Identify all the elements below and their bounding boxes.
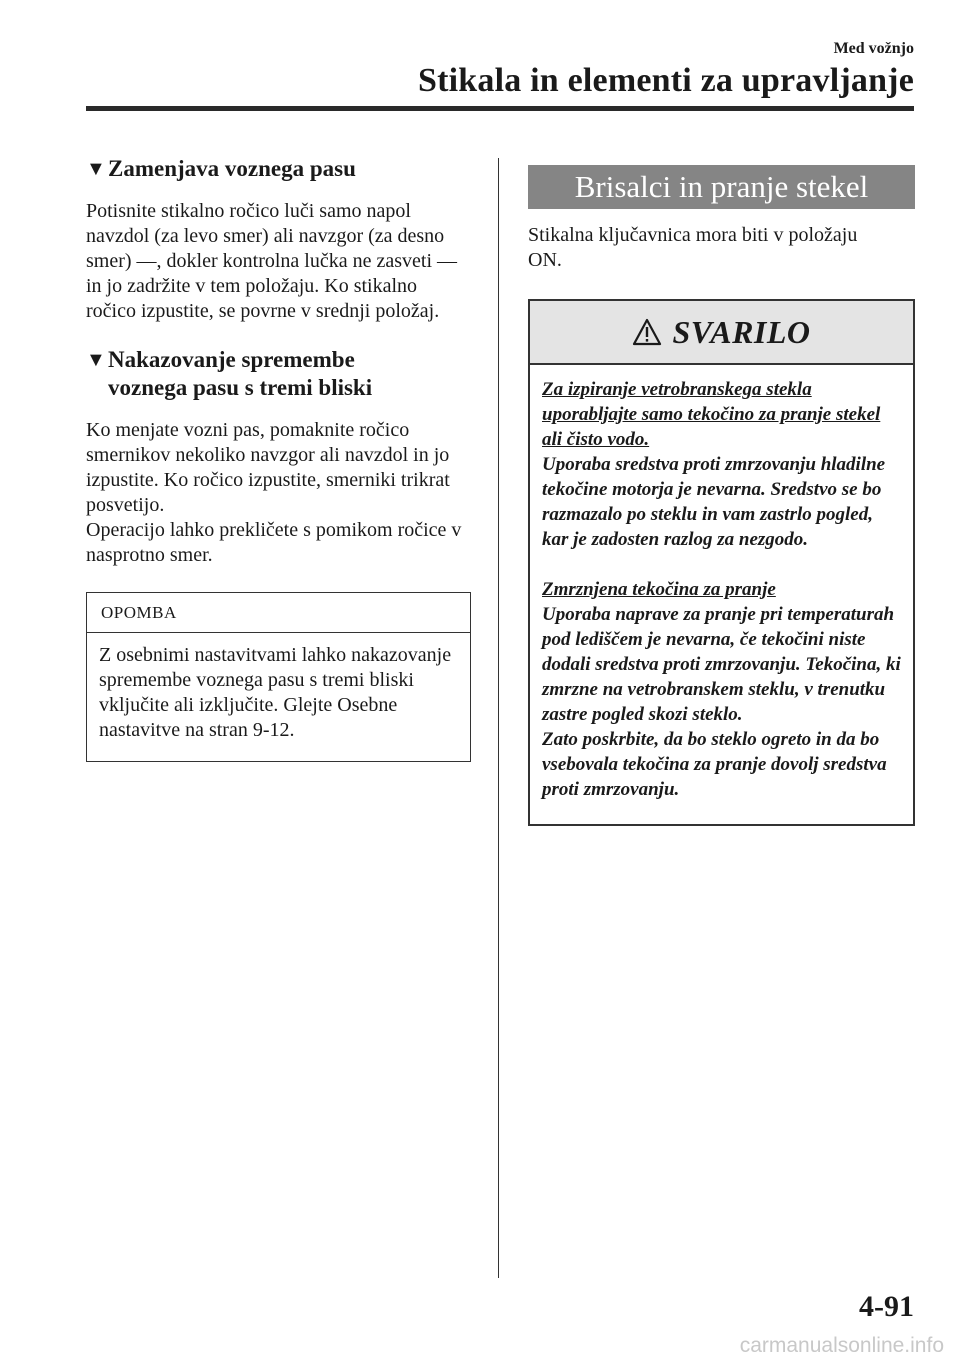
triangle-down-icon: ▼ <box>86 349 106 371</box>
watermark: carmanualsonline.info <box>739 1334 944 1357</box>
note-box <box>86 592 471 762</box>
paragraph: Stikalna ključavnica mora biti v položaju ON. <box>528 224 858 271</box>
page-title: Stikala in elementi za upravljanje <box>418 62 914 99</box>
warning-box <box>528 299 915 826</box>
left-column <box>86 155 471 762</box>
paragraph: Ko menjate vozni pas, pomaknite ročico smernikov nekoliko navzgor ali navzdol in jo izpustite. Ko ročico izpustite, smerniki trikrat posvetijo. <box>86 419 450 516</box>
section-title-bar: Brisalci in pranje stekel <box>528 165 915 209</box>
warning-text: Uporaba naprave za pranje pri temperaturah pod lediščem je nevarna, če tekočini niste dodali sredstva proti zmrzovanju. Tekočina, ki zmrzne na vetrobranskem steklu, v trenutku zastre pogled skozi steklo. <box>542 604 901 725</box>
warning-text: Uporaba sredstva proti zmrzovanju hladilne tekočine motorja je nevarna. Sredstvo se bo razmazalo po steklu in vam zastrlo pogled, kar je zadosten razlog za nezgodo. <box>542 454 886 550</box>
subheading-lane-change <box>86 155 471 183</box>
note-title: OPOMBA <box>87 593 470 633</box>
warning-triangle-icon <box>632 318 662 346</box>
warning-header <box>530 301 913 365</box>
warning-body <box>530 365 913 824</box>
subheading-text: Zamenjava voznega pasu <box>108 156 356 181</box>
subheading-three-flash <box>86 346 471 402</box>
subheading-text: Nakazovanje spremembe <box>108 347 355 372</box>
warning-heading: Za izpiranje vetrobranskega stekla uporabljajte samo tekočino za pranje stekel ali čisto vodo. <box>542 379 881 450</box>
column-divider <box>498 158 499 1278</box>
triangle-down-icon: ▼ <box>86 158 106 180</box>
page-number: 4-91 <box>859 1290 914 1323</box>
subheading-text: voznega pasu s tremi bliski <box>108 375 373 400</box>
note-text: Z osebnimi nastavitvami lahko nakazovanje spremembe voznega pasu s tremi bliski vključite ali izključite. Glejte Osebne nastavitve na stran 9-12. <box>99 644 452 741</box>
warning-text: Zato poskrbite, da bo steklo ogreto in da bo vsebovala tekočina za pranje dovolj sredstva proti zmrzovanju. <box>542 729 887 800</box>
right-column <box>528 165 915 826</box>
warning-heading: Zmrznjena tekočina za pranje <box>542 579 776 600</box>
warning-title: SVARILO <box>672 313 811 350</box>
paragraph: Operacijo lahko prekličete s pomikom ročice v nasprotno smer. <box>86 519 462 566</box>
section-label: Med vožnjo <box>833 40 914 57</box>
header-rule <box>86 106 914 111</box>
paragraph: Potisnite stikalno ročico luči samo napol navzdol (za levo smer) ali navzgor (za desno smer) —, dokler kontrolna lučka ne zasveti — in jo zadržite v tem položaju. Ko stikalno ročico izpustite, se povrne v srednji položaj. <box>86 200 457 322</box>
